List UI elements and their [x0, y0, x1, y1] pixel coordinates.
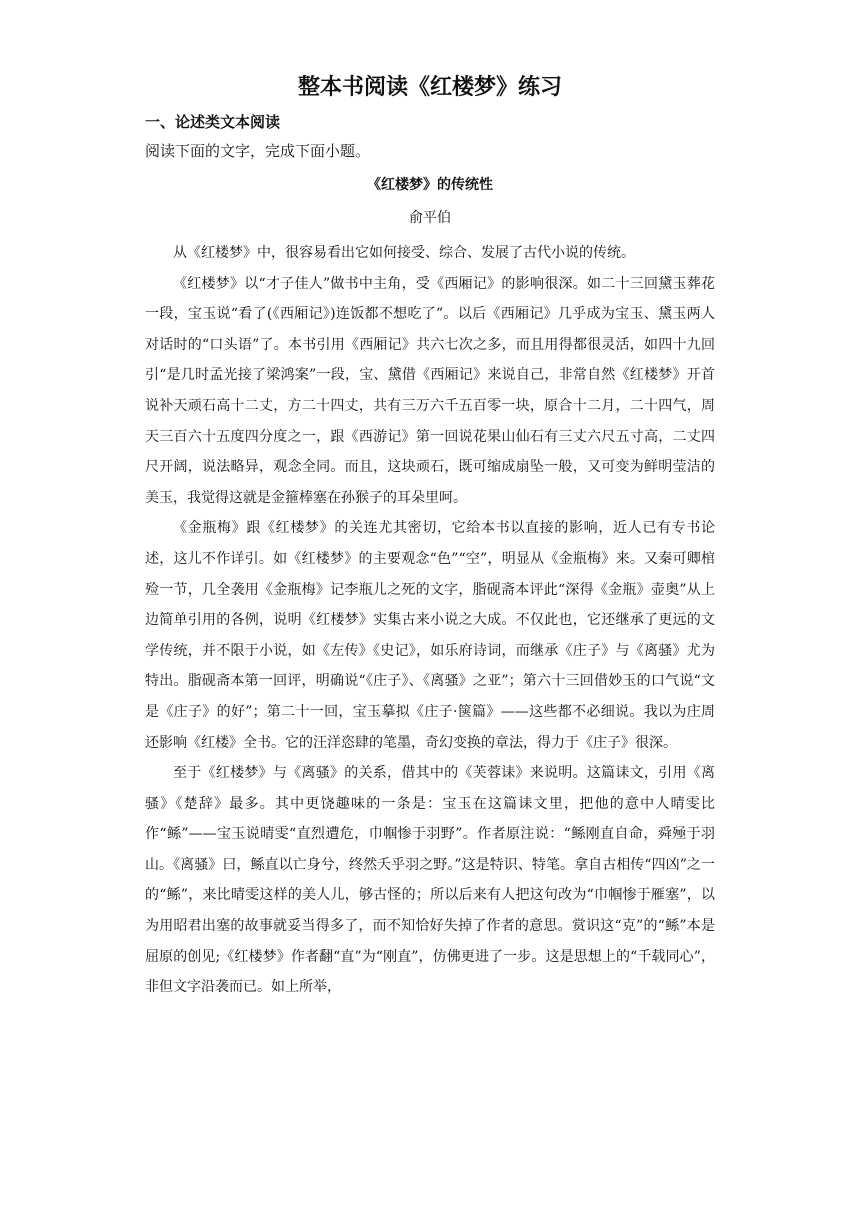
article-author: 俞平伯: [409, 210, 451, 226]
paragraph: 从《红楼梦》中，很容易看出它如何接受、综合、发展了古代小说的传统。: [173, 245, 635, 261]
article-title: 《红楼梦》的传统性: [367, 177, 493, 193]
paragraph: 《金瓶梅》跟《红楼梦》的关连尤其密切，它给本书以直接的影响，近人已有专书论述，这儿不作详引。如《红楼梦》的主要观念“色”“空”，明显从《金瓶梅》来。又秦可卿棺殓一节，几全袭用《金瓶梅》记李瓶儿之死的文字，脂砚斋本评此“深得《金瓶》壶奥”从上边简单引用的各例，说明《红楼梦》实集古来小说之大成。不仅此也，它还继承了更远的文学传统，并不限于小说，如《左传》《史记》，如乐府诗词，而继承《庄子》与《离骚》尤为特出。脂砚斋本第一回评，明确说“《庄子》、《离骚》之亚”；第六十三回借妙玉的口气说“文是《庄子》的好”；第二十一回，宝玉摹拟《庄子·箧篇》——这些都不必细说。我以为庄周还影响《红楼》全书。它的汪洋恣肆的笔墨，奇幻变换的章法，得力于《庄子》很深。: [145, 520, 715, 751]
instruction-text: 阅读下面的文字，完成下面小题。: [145, 142, 371, 160]
section-heading: 一、论述类文本阅读: [145, 113, 281, 131]
article-body: [145, 238, 715, 1003]
page-title: 整本书阅读《红楼梦》练习: [297, 75, 562, 100]
paragraph: 《红楼梦》以“才子佳人”做书中主角，受《西厢记》的影响很深。如二十三回黛玉葬花一段，宝玉说“看了(《西厢记》)连饭都不想吃了”。以后《西厢记》几乎成为宝玉、黛玉两人对话时的“口头语”了。本书引用《西厢记》共六七次之多，而且用得都很灵活，如四十九回引“是几时孟光接了梁鸿案”一段，宝、黛借《西厢记》来说自己，非常自然《红楼梦》开首说补天顽石高十二丈，方二十四丈，共有三万六千五百零一块，原合十二月，二十四气，周天三百六十五度四分度之一，跟《西游记》第一回说花果山仙石有三丈六尺五寸高，二丈四尺开阔，说法略异，观念全同。而且，这块顽石，既可缩成扇坠一般，又可变为鲜明莹洁的美玉，我觉得这就是金箍棒塞在孙猴子的耳朵里呵。: [145, 275, 715, 506]
paragraph: 至于《红楼梦》与《离骚》的关系，借其中的《芙蓉诔》来说明。这篇诔文，引用《离骚》《楚辞》最多。其中更饶趣味的一条是：宝玉在这篇诔文里，把他的意中人晴雯比作“鲧”——宝玉说晴雯“直烈遭危，巾帼惨于羽野”。作者原注说：“鲧刚直自命，舜殛于羽山。《离骚》曰，鲧直以亡身兮，终然夭乎羽之野。”这是特识、特笔。拿自古相传“四凶”之一的“鲧”，来比晴雯这样的美人儿，够古怪的；所以后来有人把这句改为“巾帼惨于雁塞”，以为用昭君出塞的故事就妥当得多了，而不知恰好失掉了作者的意思。赏识这“克”的“鲧”本是屈原的创见;《红楼梦》作者翻“直”为“刚直”，仿佛更进了一步。这是思想上的“千载同心”，非但文字沿袭而已。如上所举，: [145, 765, 715, 996]
